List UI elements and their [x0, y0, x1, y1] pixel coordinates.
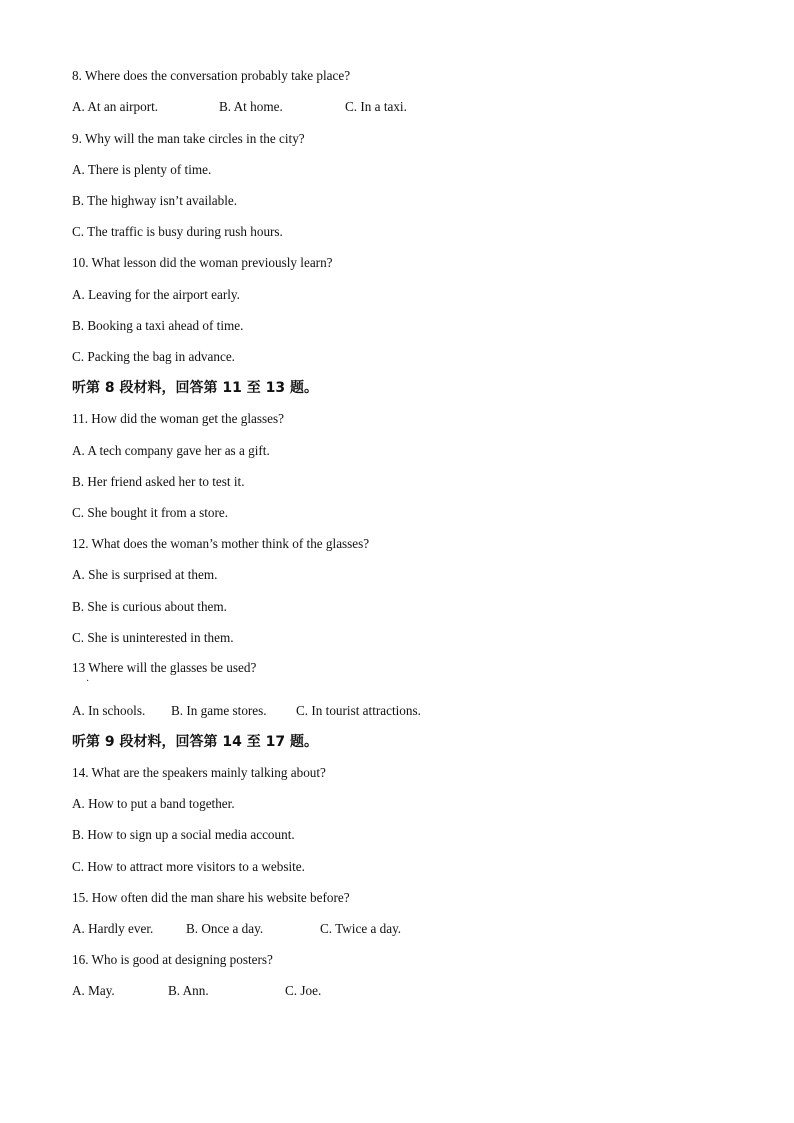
option-b: B. The highway isn’t available.: [72, 193, 238, 208]
option-b: B. Her friend asked her to test it.: [72, 474, 245, 489]
option-a: A. In schools.: [72, 703, 146, 718]
option-a: A. How to put a band together.: [72, 796, 235, 811]
option-b: B. Once a day.: [186, 921, 264, 936]
question-8-options: [72, 99, 472, 115]
option-a: A. Leaving for the airport early.: [72, 287, 240, 302]
section-heading: 听第 9 段材料，回答第 14 至 17 题。: [72, 734, 318, 750]
option-b: B. Ann.: [168, 983, 209, 998]
question-16-options: [72, 983, 472, 999]
option-a: A. There is plenty of time.: [72, 162, 212, 177]
option-c: C. How to attract more visitors to a website.: [72, 859, 305, 874]
question-15-options: [72, 921, 472, 937]
question-10: 10. What lesson did the woman previously learn?: [72, 255, 333, 270]
option-c: C. Joe.: [285, 983, 322, 998]
option-c: C. She bought it from a store.: [72, 505, 229, 520]
option-c: C. Packing the bag in advance.: [72, 349, 235, 364]
option-a: A. May.: [72, 983, 115, 998]
question-8: 8. Where does the conversation probably take place?: [72, 68, 351, 83]
question-11: 11. How did the woman get the glasses?: [72, 411, 284, 426]
option-a: A. At an airport.: [72, 99, 159, 114]
option-a: A. She is surprised at them.: [72, 567, 218, 582]
stray-mark: ·: [86, 676, 90, 687]
option-c: C. In tourist attractions.: [296, 703, 421, 718]
option-c: C. The traffic is busy during rush hours.: [72, 224, 283, 239]
option-b: B. Booking a taxi ahead of time.: [72, 318, 244, 333]
option-b: B. How to sign up a social media account.: [72, 827, 295, 842]
option-b: B. In game stores.: [171, 703, 267, 718]
option-a: A. Hardly ever.: [72, 921, 154, 936]
question-13: 13 Where will the glasses be used?: [72, 660, 257, 675]
option-b: B. She is curious about them.: [72, 599, 227, 614]
question-14: 14. What are the speakers mainly talking about?: [72, 765, 326, 780]
section-heading: 听第 8 段材料，回答第 11 至 13 题。: [72, 380, 318, 396]
option-b: B. At home.: [219, 99, 283, 114]
question-15: 15. How often did the man share his website before?: [72, 890, 350, 905]
option-c: C. In a taxi.: [345, 99, 407, 114]
question-13-options: [72, 703, 472, 719]
question-12: 12. What does the woman’s mother think of the glasses?: [72, 536, 370, 551]
option-a: A. A tech company gave her as a gift.: [72, 443, 270, 458]
option-c: C. She is uninterested in them.: [72, 630, 234, 645]
question-9: 9. Why will the man take circles in the city?: [72, 131, 305, 146]
question-16: 16. Who is good at designing posters?: [72, 952, 273, 967]
option-c: C. Twice a day.: [320, 921, 402, 936]
